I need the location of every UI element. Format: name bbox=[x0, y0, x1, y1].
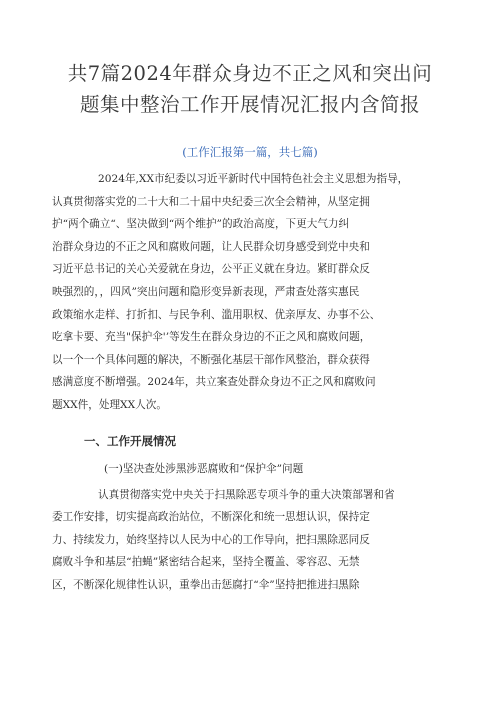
section-heading: 一、工作开展情况 bbox=[84, 433, 176, 448]
paragraph-line: 以一个一个具体问题的解决，不断强化基层干部作风整治，群众获得 bbox=[52, 353, 370, 366]
paragraph-line: 认真贯彻落实党的二十大和二十届中央纪委三次全会精神，从坚定拥 bbox=[52, 195, 370, 208]
paragraph-line: 感满意度不断增强。2024年，共立案查处群众身边不正之风和腐败问 bbox=[52, 376, 376, 389]
paragraph-line: 映强烈的，，四风”突出问题和隐形变异新表现，严肃查处落实惠民 bbox=[52, 285, 360, 298]
title-line: 题集中整治工作开展情况汇报内含简报 bbox=[79, 93, 420, 116]
paragraph-line: 委工作安排，切实提高政治站位，不断深化和统一思想认识，保持定 bbox=[52, 511, 370, 524]
paragraph-line: 治群众身边的不正之风和腐败问题，让人民群众切身感受到党中央和 bbox=[52, 240, 370, 253]
subsection-heading: (一)坚决查处涉黑涉恶腐败和“保护伞”问题 bbox=[104, 462, 304, 475]
paragraph-line: 区，不断深化规律性认识，重拳出击惩腐打“伞”坚持把推进扫黑除 bbox=[52, 578, 360, 591]
paragraph-line: 认真贯彻落实党中央关于扫黑除恶专项斗争的重大决策部署和省 bbox=[98, 488, 395, 501]
paragraph-line: 政策缩水走样、打折扣、与民争利、滥用职权、优亲厚友、办事不公、 bbox=[52, 308, 381, 321]
title-line: 共7篇2024年群众身边不正之风和突出问 bbox=[67, 62, 433, 85]
paragraph-line: 吃拿卡要、充当"保护伞'’等发生在群众身边的不正之风和腐败问题， bbox=[52, 331, 371, 344]
document-subtitle: (工作汇报第一篇，共七篇) bbox=[182, 145, 318, 159]
document-title bbox=[52, 0, 448, 120]
intro-paragraph bbox=[52, 168, 448, 417]
paragraph-line: 2024年,XX市纪委以习近平新时代中国特色社会主义思想为指导， bbox=[98, 173, 409, 185]
paragraph-line: 护“两个确立“、坚决做到“两个维护”的政治高度，下更大气力纠 bbox=[52, 218, 350, 231]
paragraph-line: 腐败斗争和基层“拍蝇”紧密结合起来，坚持全覆盖、零容忍、无禁 bbox=[52, 556, 360, 569]
paragraph-line: 题XX件，处理XX人次。 bbox=[52, 398, 167, 411]
section-paragraph bbox=[52, 484, 448, 597]
paragraph-line: 力、持续发力，始终坚持以人民为中心的工作导向，把扫黑除恶同反 bbox=[52, 533, 370, 546]
paragraph-line: 习近平总书记的关心关爱就在身边，公平正义就在身边。紧盯群众反 bbox=[52, 263, 370, 276]
